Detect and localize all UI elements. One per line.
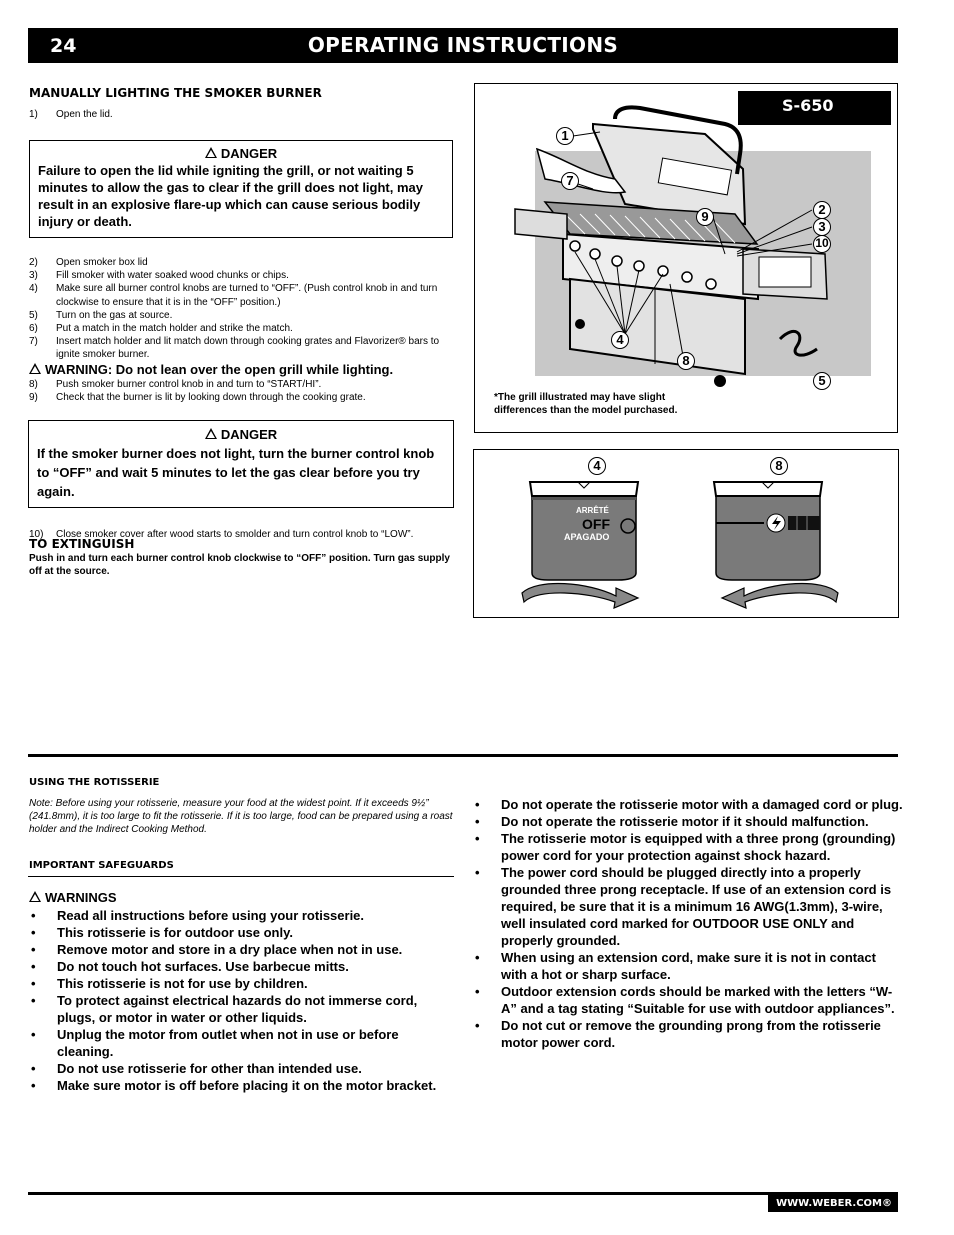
callout-2: 2 [813,201,831,219]
list-item: • This rotisserie is for outdoor use only. [29,924,454,941]
left-side-table [515,209,567,239]
list-item: • Outdoor extension cords should be marked with the letters “W-A” and a tag stating “Suitable for use with outdoor appliances”. [473,983,903,1017]
callout-3: 3 [813,218,831,236]
knob-label-off: OFF [582,516,610,532]
grill-figure [474,83,898,433]
callout-4-knob: 4 [588,457,606,475]
steps-list [29,256,454,362]
callout-10: 10 [813,235,831,253]
warning-triangle-icon [29,363,41,374]
side-burner-lid [759,257,811,287]
extinguish-text: Push in and turn each burner control knob clockwise to “OFF” position. Turn gas supply off at the source. [29,553,450,577]
footer-url: WWW.WEBER.COM® [768,1195,898,1212]
grill-illustration [475,84,899,434]
safeguards-rule [28,876,454,877]
danger-title-1: DANGER [38,146,444,161]
list-item: • Make sure motor is off before placing it on the motor bracket. [29,1077,454,1094]
rotisserie-heading: USING THE ROTISSERIE [29,777,160,788]
list-item: • To protect against electrical hazards do not immerse cord, plugs, or motor in water or other liquids. [29,992,454,1026]
step-item: 6) Put a match in the match holder and strike the match. [29,323,293,335]
danger-box-2 [28,420,454,508]
list-item: • When using an extension cord, make sure it is not in contact with a hot or sharp surface. [473,949,903,983]
arrow-left-icon [722,583,838,608]
control-knob-off-icon [518,478,658,610]
danger-title-2: DANGER [37,427,445,442]
list-item: • Do not operate the rotisserie motor with a damaged cord or plug. [473,796,903,813]
figure-note: *The grill illustrated may have slight differences than the model purchased. [494,392,678,416]
list-item: • The power cord should be plugged directly into a properly grounded three prong receptacle. If use of an extension cord is required, be sure that it is a minimum 16 AWG(1.3mm), 3-wire, well insulated cord marked for OUTDOOR USE ONLY and properly grounded. [473,864,903,949]
knob-figure [473,449,899,618]
callout-1: 1 [556,127,574,145]
list-item: • Do not cut or remove the grounding prong from the rotisserie motor power cord. [473,1017,903,1051]
step-item: 2) Open smoker box lid [29,257,148,268]
list-item: • Do not operate the rotisserie motor if it should malfunction. [473,813,903,830]
knob-label-apagado: APAGADO [564,532,610,542]
callout-8-knob: 8 [770,457,788,475]
callout-9: 9 [696,208,714,226]
knob-label-arrete: ARRÊTÉ [576,506,609,515]
caster-wheel [714,375,726,387]
list-item: • Read all instructions before using your rotisserie. [29,907,454,924]
list-item: • Unplug the motor from outlet when not in use or before cleaning. [29,1026,454,1060]
rotisserie-note: Note: Before using your rotisserie, measure your food at the widest point. If it exceeds 9½” (241.8mm), it is too large to fit the rotisserie. If it is too large, food can be prepared using a roast holder and the Indirect Cooking Method. [29,798,453,835]
danger-text-2: If the smoker burner does not light, turn the burner control knob to “OFF” and wait 5 minutes to let the gas clear before you try again. [37,446,435,499]
callout-5: 5 [813,372,831,390]
arrow-right-icon [522,583,638,608]
step-item: 5) Turn on the gas at source. [29,309,173,321]
right-warnings-list [473,796,903,1051]
step-item: 3) Fill smoker with water soaked wood chunks or chips. [29,270,289,282]
caster-wheel [575,319,585,329]
lean-warning: WARNING: Do not lean over the open grill while lighting. [29,362,393,377]
list-item: • Do not use rotisserie for other than intended use. [29,1060,454,1077]
danger-text-1: Failure to open the lid while igniting the grill, or not waiting 5 minutes to allow the gas to clear if the grill does not light, may result in an explosive flare-up which can cause serious bodily injury or death. [38,163,423,229]
page-number: 24 [50,35,77,57]
warning-triangle-icon [205,147,217,158]
step-10: 10) Close smoker cover after wood starts to smolder and turn control knob to “LOW”. [29,529,414,541]
callout-4: 4 [611,331,629,349]
step-item: 9) Check that the burner is lit by looking down through the cooking grate. [29,392,366,404]
callout-7: 7 [561,172,579,190]
warning-triangle-icon [205,428,217,439]
list-item: • This rotisserie is not for use by children. [29,975,454,992]
steps-list-2 [29,378,454,404]
step-item: 7) Insert match holder and lit match down through cooking grates and Flavorizer® bars to ignite smoker burner. [29,336,440,361]
section-divider [28,754,898,757]
list-item: • Do not touch hot surfaces. Use barbecue mitts. [29,958,454,975]
left-warnings-list [29,907,454,1094]
callout-8: 8 [677,352,695,370]
danger-box-1 [29,140,453,238]
smoker-heading: MANUALLY LIGHTING THE SMOKER BURNER [29,86,322,100]
model-badge: S-650 [738,91,891,125]
list-item: • The rotisserie motor is equipped with a three prong (grounding) power cord for your protection against shock hazard. [473,830,903,864]
control-knob-start-icon [702,478,842,610]
safeguards-heading: IMPORTANT SAFEGUARDS [29,860,174,871]
page-header [28,28,898,63]
step-item: 4) Make sure all burner control knobs are turned to “OFF”. (Push control knob in and turn clockwise to ensure that it is in the “OFF” position.) [29,283,438,308]
step-1: 1) Open the lid. [29,109,113,120]
warning-triangle-icon [29,891,41,902]
extinguish-heading: TO EXTINGUISH [29,537,135,551]
warnings-title: WARNINGS [29,890,117,905]
page-title: OPERATING INSTRUCTIONS [307,33,619,57]
step-item: 8) Push smoker burner control knob in and turn to “START/HI”. [29,379,322,390]
list-item: • Remove motor and store in a dry place when not in use. [29,941,454,958]
